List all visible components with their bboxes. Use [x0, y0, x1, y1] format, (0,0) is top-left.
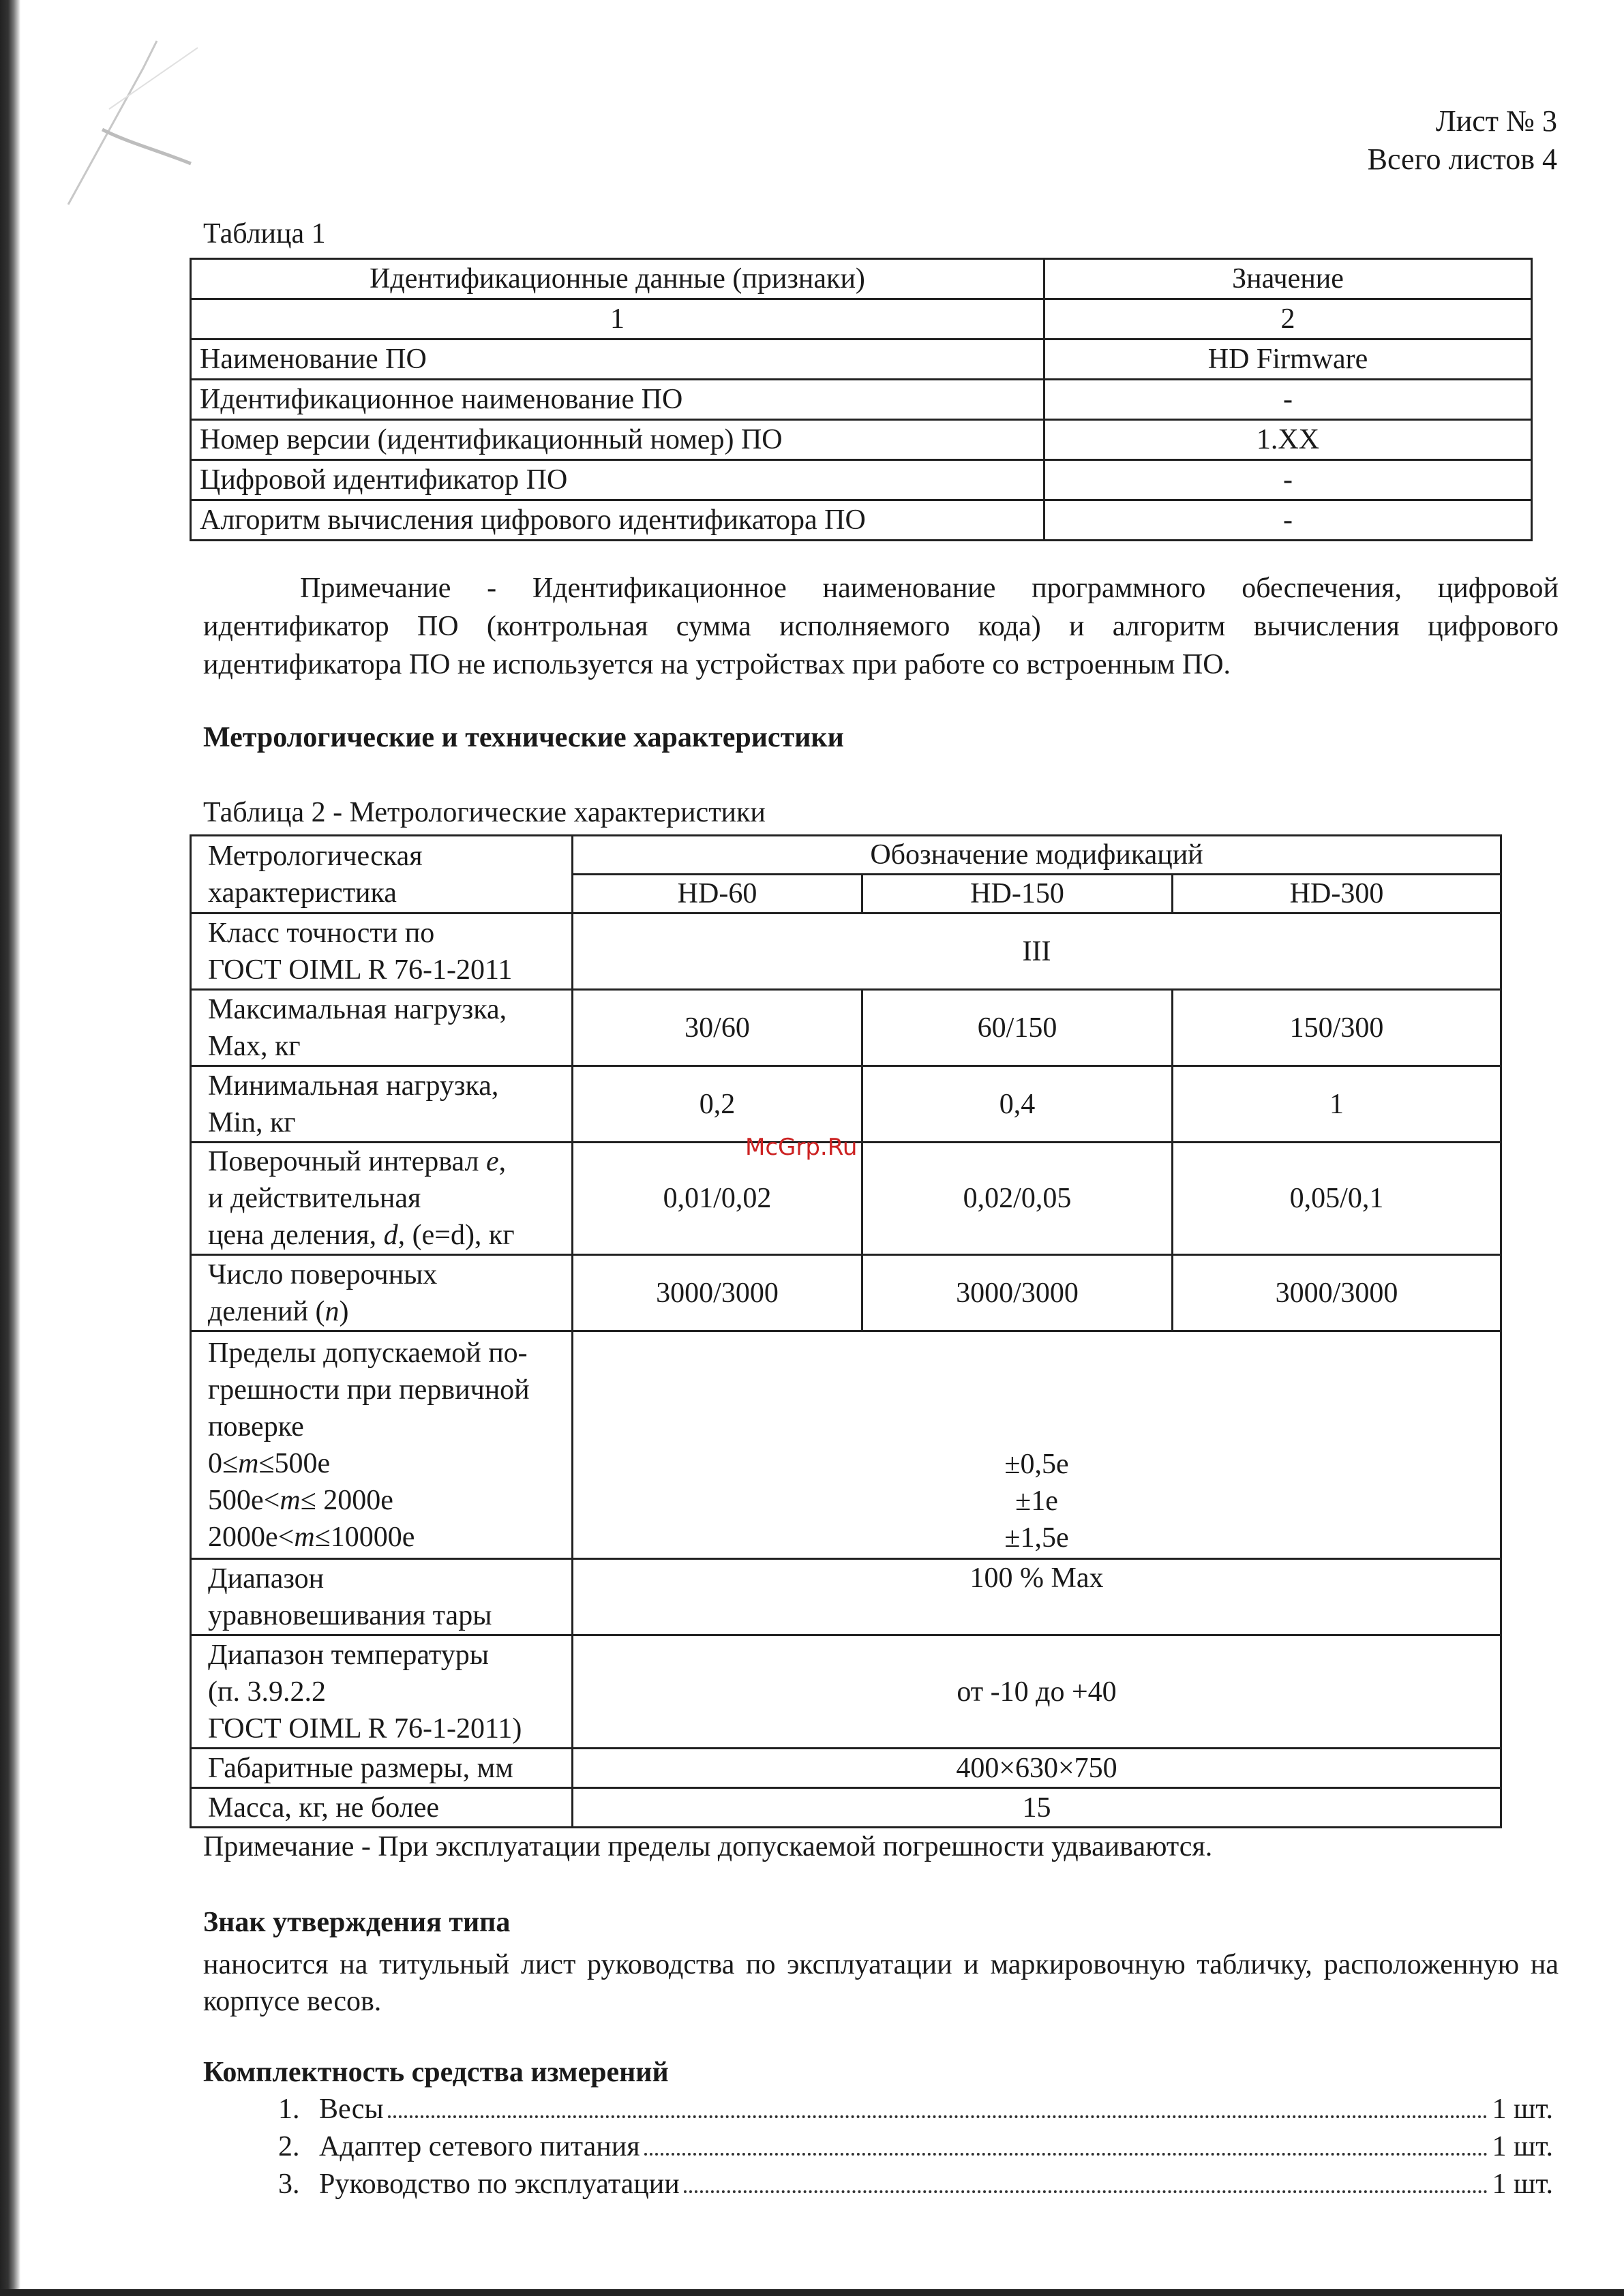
- table-row: [191, 500, 1532, 541]
- tare-range-value: 100 % Max: [573, 1559, 1501, 1635]
- accuracy-class-value: III: [573, 913, 1501, 990]
- software-id-table: [190, 258, 1533, 541]
- table-row: [191, 420, 1532, 460]
- mass-value: 15: [573, 1788, 1501, 1828]
- label-line: (п. 3.9.2.2: [208, 1676, 326, 1708]
- row-value: -: [1044, 500, 1532, 541]
- label-line: Максимальная нагрузка,: [208, 993, 507, 1025]
- table-cell: 0,02/0,05: [862, 1143, 1173, 1255]
- label-line: уравновешивания тары: [208, 1599, 492, 1631]
- symbol-m: m: [280, 1484, 301, 1516]
- header-line: характеристика: [208, 877, 397, 909]
- row-label: Масса, кг, не более: [191, 1788, 573, 1828]
- row-label: [191, 1559, 573, 1635]
- label-text: ): [339, 1295, 349, 1327]
- error-value: ±1,5e: [1004, 1522, 1069, 1554]
- kit-list: [278, 2091, 1553, 2203]
- label-line: Класс точности по: [208, 917, 435, 949]
- row-label: Алгоритм вычисления цифрового идентификатора ПО: [191, 500, 1044, 541]
- row-label: [191, 1066, 573, 1143]
- item-qty: 1 шт.: [1492, 2131, 1553, 2162]
- item-name: Весы: [319, 2094, 384, 2125]
- scan-left-edge: [0, 0, 20, 2296]
- table-header-cell: Идентификационные данные (признаки): [191, 259, 1044, 299]
- item-number: 2.: [278, 2131, 300, 2162]
- item-name: Руководство по эксплуатации: [319, 2169, 680, 2200]
- section-heading-kit: Комплектность средства измерений: [203, 2057, 669, 2088]
- table-cell: 1: [1173, 1066, 1501, 1143]
- section-heading-metrology: Метрологические и технические характеристики: [203, 722, 844, 753]
- row-label: [191, 1255, 573, 1331]
- error-value: ±1e: [1015, 1485, 1058, 1517]
- table-number-row: [191, 299, 1532, 339]
- mod-header-hd60: HD-60: [573, 875, 862, 913]
- list-item: [278, 2128, 1553, 2166]
- table1-caption: Таблица 1: [203, 218, 326, 250]
- table-header-row: [191, 836, 1501, 875]
- label-line: [208, 1293, 563, 1330]
- label-line: [208, 1217, 563, 1254]
- label-line: [208, 1143, 563, 1180]
- label-text: 2000e<: [208, 1521, 295, 1553]
- paper-fold-mark: [61, 27, 211, 218]
- table-row: [191, 460, 1532, 500]
- item-qty: 1 шт.: [1492, 2094, 1553, 2125]
- symbol-n: n: [325, 1295, 340, 1327]
- label-line: Число поверочных: [208, 1258, 438, 1290]
- row-value: 1.XX: [1044, 420, 1532, 460]
- table-row: [191, 1749, 1501, 1788]
- table-cell: 2: [1044, 299, 1532, 339]
- sheet-number: Лист № 3: [1435, 104, 1557, 138]
- error-value: ±0,5e: [1004, 1449, 1069, 1480]
- label-text: цена деления,: [208, 1220, 384, 1251]
- mod-header-hd300: HD-300: [1173, 875, 1501, 913]
- label-line: [208, 1519, 563, 1556]
- row-label: [191, 1635, 573, 1749]
- table-header-row: [191, 259, 1532, 299]
- label-line: Диапазон температуры: [208, 1639, 489, 1671]
- table2-note: Примечание - При эксплуатации пределы допускаемой погрешности удваиваются.: [203, 1831, 1213, 1862]
- table-row: [191, 1559, 1501, 1635]
- table2-caption: Таблица 2 - Метрологические характеристики: [203, 797, 766, 828]
- label-line: Диапазон: [208, 1562, 325, 1595]
- label-line: Пределы допускаемой по-: [208, 1337, 528, 1369]
- row-label: [191, 990, 573, 1066]
- table-row: [191, 380, 1532, 420]
- table-cell: 0,05/0,1: [1173, 1143, 1501, 1255]
- label-text: (e=d), кг: [405, 1220, 515, 1251]
- row-label: Цифровой идентификатор ПО: [191, 460, 1044, 500]
- row-label: [191, 913, 573, 990]
- sheets-total: Всего листов 4: [1367, 142, 1557, 176]
- table-cell: 3000/3000: [862, 1255, 1173, 1331]
- section-heading-approval: Знак утверждения типа: [203, 1907, 511, 1938]
- row-label: Номер версии (идентификационный номер) ПО: [191, 420, 1044, 460]
- label-line: ГОСТ OIML R 76-1-2011: [208, 954, 513, 986]
- table-row: [191, 990, 1501, 1066]
- label-line: поверке: [208, 1410, 304, 1442]
- item-number: 3.: [278, 2169, 300, 2200]
- header-characteristic: [191, 836, 573, 913]
- label-line: грешности при первичной: [208, 1374, 530, 1406]
- item-qty: 1 шт.: [1492, 2169, 1553, 2200]
- symbol-d: d,: [383, 1220, 406, 1251]
- sheet-header: [1368, 102, 1557, 179]
- approval-text: наносится на титульный лист руководства по эксплуатации и маркировочную табличку, расположенную на корпусе весов.: [203, 1949, 1559, 2017]
- dot-leader: [684, 2190, 1488, 2193]
- table-cell: 3000/3000: [573, 1255, 862, 1331]
- table-cell: 1: [191, 299, 1044, 339]
- dot-leader: [388, 2115, 1488, 2118]
- label-line: [208, 1482, 563, 1519]
- row-label: Наименование ПО: [191, 339, 1044, 380]
- header-modifications: Обозначение модификаций: [573, 836, 1501, 875]
- label-text: 0≤: [208, 1447, 239, 1479]
- item-number: 1.: [278, 2094, 300, 2125]
- dimensions-value: 400×630×750: [573, 1749, 1501, 1788]
- mod-header-hd150: HD-150: [862, 875, 1173, 913]
- table-row: [191, 1255, 1501, 1331]
- label-text: Поверочный интервал: [208, 1146, 486, 1177]
- row-label: [191, 1331, 573, 1559]
- label-text: ≤10000e: [314, 1521, 415, 1553]
- item-name: Адаптер сетевого питания: [319, 2131, 640, 2162]
- symbol-m: m: [294, 1521, 315, 1553]
- row-label: [191, 1143, 573, 1255]
- label-text: ≤500e: [258, 1447, 331, 1479]
- label-line: Max, кг: [208, 1030, 301, 1062]
- label-text: ,: [498, 1146, 507, 1177]
- dot-leader: [644, 2153, 1488, 2156]
- table-row: [191, 339, 1532, 380]
- table-row: [191, 1066, 1501, 1143]
- table-row: [191, 913, 1501, 990]
- table-row: [191, 1788, 1501, 1828]
- label-line: Минимальная нагрузка,: [208, 1070, 499, 1102]
- table-cell: 0,2: [573, 1066, 862, 1143]
- label-line: и действительная: [208, 1183, 421, 1214]
- row-value: HD Firmware: [1044, 339, 1532, 380]
- software-note: Примечание - Идентификационное наименование программного обеспечения, цифровой идентификатор ПО (контрольная сумма исполняемого кода) и алгоритм вычисления цифрового идентификатора ПО не используется на устройствах при работе со встроенным ПО.: [203, 573, 1559, 680]
- label-text: делений (: [208, 1295, 325, 1327]
- row-value: -: [1044, 460, 1532, 500]
- symbol-m: m: [238, 1447, 259, 1479]
- header-line: Метрологическая: [208, 840, 423, 872]
- label-line: ГОСТ OIML R 76-1-2011): [208, 1712, 522, 1744]
- table-cell: 60/150: [862, 990, 1173, 1066]
- table-header-cell: Значение: [1044, 259, 1532, 299]
- watermark-text: McGrp.Ru: [745, 1134, 858, 1161]
- table-cell: 3000/3000: [1173, 1255, 1501, 1331]
- row-label: Идентификационное наименование ПО: [191, 380, 1044, 420]
- table-cell: 150/300: [1173, 990, 1501, 1066]
- row-value: -: [1044, 380, 1532, 420]
- label-text: ≤ 2000e: [300, 1484, 393, 1516]
- list-item: [278, 2091, 1553, 2128]
- error-limits-values: [573, 1331, 1501, 1559]
- label-text: 500e<: [208, 1484, 280, 1516]
- table-cell: 0,4: [862, 1066, 1173, 1143]
- symbol-e: e: [485, 1146, 499, 1177]
- list-item: [278, 2166, 1553, 2203]
- label-line: Min, кг: [208, 1106, 296, 1138]
- table-cell: 0,01/0,02: [573, 1143, 862, 1255]
- label-line: [208, 1445, 563, 1482]
- metrology-table: [190, 834, 1502, 1828]
- table-row: [191, 1331, 1501, 1559]
- temperature-range-value: от -10 до +40: [573, 1635, 1501, 1749]
- row-label: Габаритные размеры, мм: [191, 1749, 573, 1788]
- scan-bottom-edge: [0, 2289, 1624, 2296]
- table-cell: 30/60: [573, 990, 862, 1066]
- table-row: [191, 1635, 1501, 1749]
